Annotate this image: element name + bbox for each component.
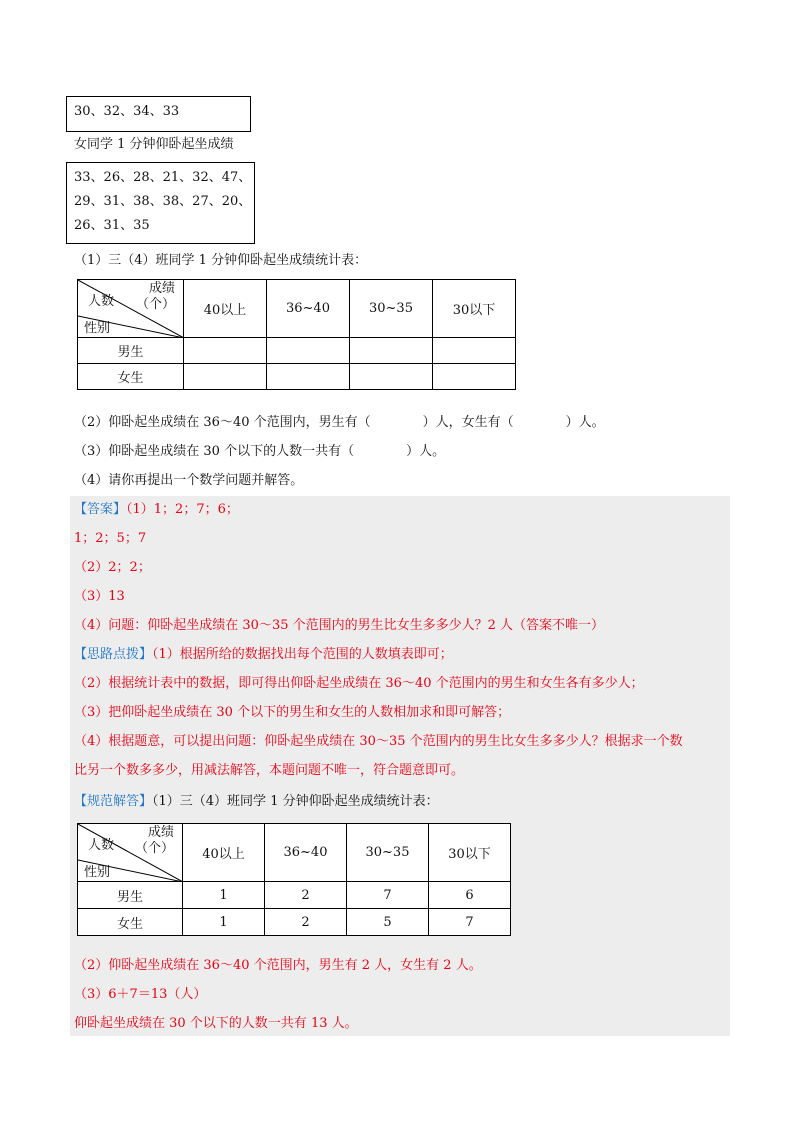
blank-cell (267, 364, 350, 390)
answer-line: 1；2；5；7 (74, 531, 147, 546)
blank-cell (433, 364, 516, 390)
solution-line: 【规范解答】（1）三（4）班同学 1 分钟仰卧起坐成绩统计表： (74, 794, 439, 809)
female-scores-line: 26、31、35 (74, 218, 150, 233)
table-cell: 2 (265, 909, 347, 936)
blank-cell (433, 338, 516, 364)
table-cell: 1 (183, 882, 265, 909)
female-caption: 女同学 1 分钟仰卧起坐成绩 (74, 137, 234, 152)
row-label: 女生 (78, 909, 183, 936)
blank-cell (350, 364, 433, 390)
table-cell: 2 (265, 882, 347, 909)
diagonal-header-cell (78, 824, 183, 882)
blank-cell (184, 338, 267, 364)
diag-score-label: 成绩 （个） (135, 281, 175, 312)
solution-line: 仰卧起坐成绩在 30 个以下的人数一共有 13 人。 (74, 1016, 358, 1031)
male-scores-line: 30、32、34、33 (74, 104, 180, 119)
answer-line: （2）2；2； (74, 560, 151, 575)
table-cell: 6 (429, 882, 511, 909)
diag-count-label: 人数 (88, 838, 115, 853)
question-2: （2）仰卧起坐成绩在 36～40 个范围内，男生有（ ）人，女生有（ ）人。 (74, 415, 605, 430)
column-header: 36~40 (265, 824, 347, 882)
hint-tag: 【思路点拨】 (74, 647, 153, 662)
row-label: 女生 (78, 364, 184, 390)
diag-score-label: 成绩 （个） (134, 825, 174, 856)
hint-line: 比另一个数多多少，用减法解答，本题问题不唯一，符合题意即可。 (74, 763, 465, 778)
table-row (78, 338, 516, 364)
row-label: 男生 (78, 338, 184, 364)
table-row (78, 364, 516, 390)
diagonal-header-cell (78, 280, 184, 338)
question-3: （3）仰卧起坐成绩在 30 个以下的人数一共有（ ）人。 (74, 444, 446, 459)
hint-line: （4）根据题意，可以提出问题：仰卧起坐成绩在 30～35 个范围内的男生比女生多多少人？根据求一个数 (74, 734, 683, 749)
column-header: 30以下 (429, 824, 511, 882)
blank-cell (350, 338, 433, 364)
solution-line: （3）6＋7＝13（人） (74, 987, 207, 1002)
table-cell: 7 (347, 882, 429, 909)
column-header: 30以下 (433, 280, 516, 338)
hint-line: 【思路点拨】（1）根据所给的数据找出每个范围的人数填表即可； (74, 647, 453, 662)
blank-stat-table (77, 279, 516, 390)
row-label: 男生 (78, 882, 183, 909)
diag-gender-label: 性别 (84, 865, 111, 880)
answer-line: （4）问题：仰卧起坐成绩在 30～35 个范围内的男生比女生多多少人？2 人（答案不唯一） (74, 618, 605, 633)
q1-title: （1）三（4）班同学 1 分钟仰卧起坐成绩统计表： (74, 253, 368, 268)
female-scores-line: 33、26、28、21、32、47、 (74, 170, 252, 185)
solution-line: （2）仰卧起坐成绩在 36～40 个范围内，男生有 2 人，女生有 2 人。 (74, 958, 482, 973)
column-header: 30~35 (350, 280, 433, 338)
blank-cell (184, 364, 267, 390)
table-row (78, 882, 511, 909)
blank-cell (267, 338, 350, 364)
column-header: 30~35 (347, 824, 429, 882)
diag-count-label: 人数 (88, 294, 115, 309)
answer-line: （3）13 (74, 589, 125, 604)
table-row (78, 909, 511, 936)
diag-gender-label: 性别 (84, 321, 111, 336)
male-scores-box (66, 96, 251, 132)
table-cell: 5 (347, 909, 429, 936)
filled-stat-table (77, 823, 511, 936)
table-cell: 7 (429, 909, 511, 936)
female-scores-box (66, 162, 255, 244)
column-header: 36~40 (267, 280, 350, 338)
hint-line: （2）根据统计表中的数据，即可得出仰卧起坐成绩在 36～40 个范围内的男生和女生各有多少人； (74, 676, 644, 691)
hint-line: （3）把仰卧起坐成绩在 30 个以下的男生和女生的人数相加求和即可解答； (74, 705, 511, 720)
column-header: 40以上 (183, 824, 265, 882)
question-4: （4）请你再提出一个数学问题并解答。 (74, 473, 304, 488)
column-header: 40以上 (184, 280, 267, 338)
answer-tag: 【答案】 (74, 502, 127, 517)
table-cell: 1 (183, 909, 265, 936)
female-scores-line: 29、31、38、38、27、20、 (74, 194, 252, 209)
solution-tag: 【规范解答】 (74, 794, 153, 809)
answer-line: 【答案】（1）1；2；7；6； (74, 502, 239, 517)
